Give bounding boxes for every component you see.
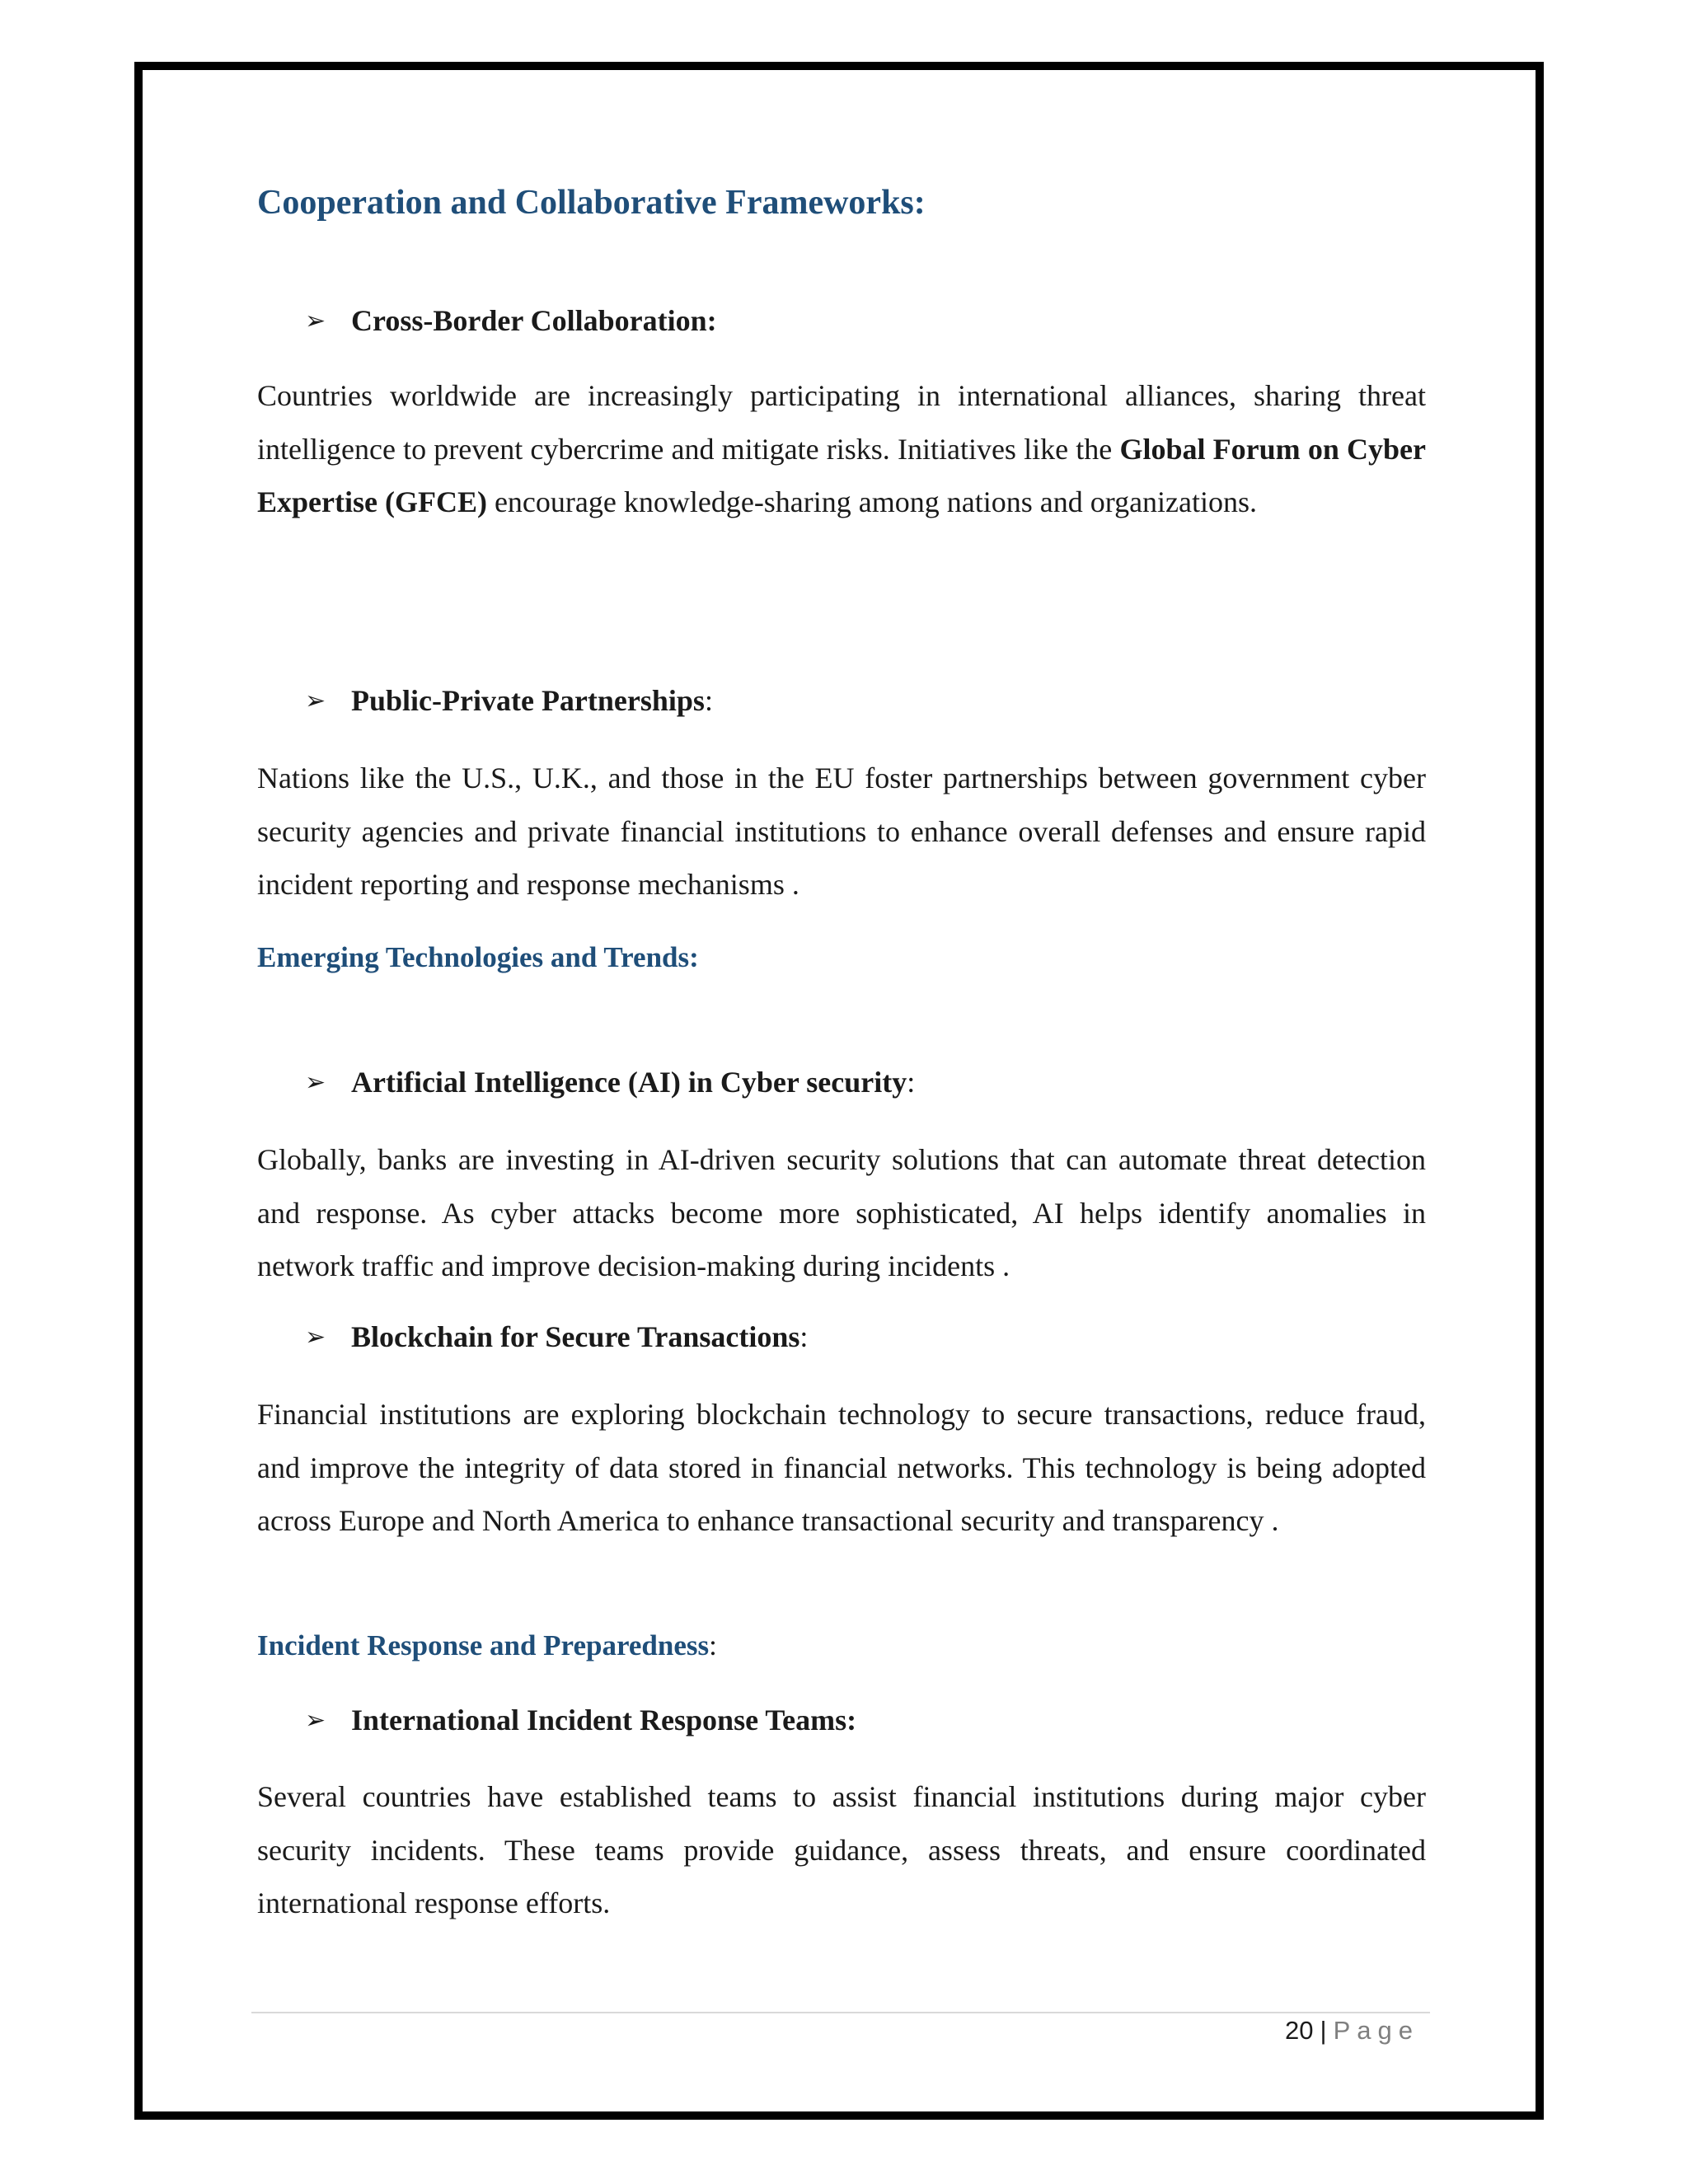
section-heading-incident: Incident Response and Preparedness: — [257, 1629, 717, 1661]
footer-divider — [251, 2012, 1430, 2013]
paragraph-incident-teams: Several countries have established teams to assist financial institutions during major cyber security incidents. These teams provide guidance, assess threats, and ensure coordinated international response efforts. — [257, 1780, 1426, 1919]
arrow-bullet-icon: ➢ — [305, 1322, 326, 1352]
paragraph-blockchain: Financial institutions are exploring blockchain technology to secure transactions, reduce fraud, and improve the integrity of data stored in financial networks. This technology is being adopted across Europe and North America to enhance transactional security and transparency . — [257, 1398, 1426, 1537]
arrow-bullet-icon: ➢ — [305, 306, 326, 335]
bullet-label: Blockchain for Secure Transactions — [351, 1320, 800, 1353]
paragraph-cross-border: Countries worldwide are increasingly participating in international alliances, sharing threat intelligence to prevent cybercrime and mitigate risks. Initiatives like the Global Forum on Cyber Expertise (GFCE) encourage knowledge-sharing among nations and organizations. — [257, 379, 1426, 518]
bullet-label: Artificial Intelligence (AI) in Cyber security — [351, 1066, 907, 1099]
bullet-label: Cross-Border Collaboration: — [351, 304, 717, 337]
section-heading-cooperation: Cooperation and Collaborative Frameworks: — [257, 184, 926, 222]
arrow-bullet-icon: ➢ — [305, 1705, 326, 1735]
paragraph-ai: Globally, banks are investing in AI-driven security solutions that can automate threat detection and response. As cyber attacks become more sophisticated, AI helps identify anomalies in network traffic and improve decision-making during incidents . — [257, 1143, 1426, 1282]
page-label: Page — [1333, 2016, 1419, 2045]
footer-separator: | — [1320, 2016, 1327, 2045]
page-number: 20 — [1285, 2016, 1314, 2045]
bullet-ai: ➢ Artificial Intelligence (AI) in Cyber security : — [305, 1066, 916, 1099]
bullet-label: Public-Private Partnerships — [351, 684, 705, 717]
section-heading-emerging: Emerging Technologies and Trends: — [257, 941, 699, 973]
paragraph-public-private: Nations like the U.S., U.K., and those in the EU foster partnerships between government cyber security agencies and private financial institutions to enhance overall defenses and ensure rapid incident reporting and response mechanisms . — [257, 762, 1426, 901]
bullet-label: International Incident Response Teams: — [351, 1704, 857, 1736]
arrow-bullet-icon: ➢ — [305, 1067, 326, 1097]
bullet-cross-border — [305, 303, 717, 338]
bullet-incident-teams — [305, 1703, 856, 1737]
page-footer — [1285, 2016, 1419, 2046]
bullet-public-private: ➢ Public-Private Partnerships : — [305, 684, 713, 717]
arrow-bullet-icon: ➢ — [305, 686, 326, 715]
bullet-blockchain: ➢ Blockchain for Secure Transactions : — [305, 1320, 809, 1353]
